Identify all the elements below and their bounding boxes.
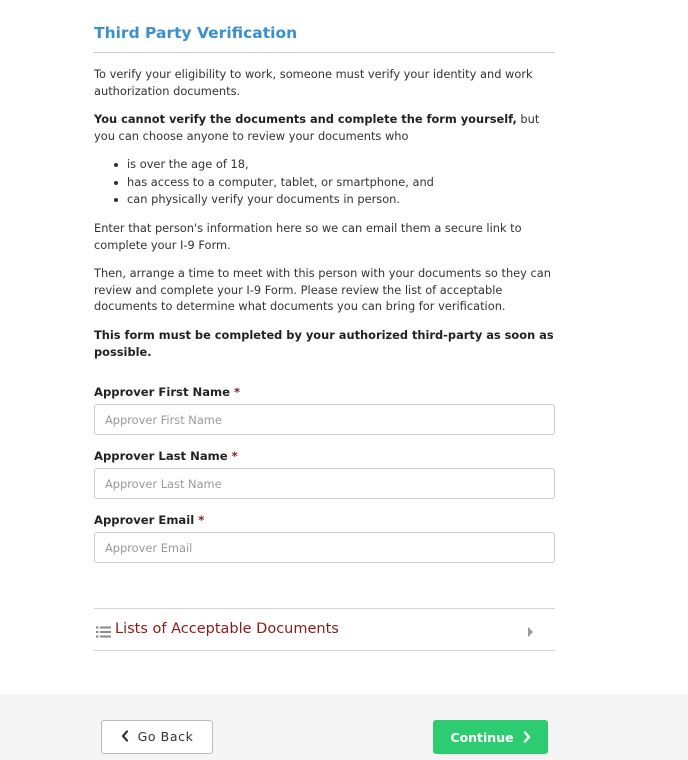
required-marker: * bbox=[198, 513, 205, 527]
accordion-bottom-divider bbox=[94, 650, 555, 651]
continue-button[interactable] bbox=[433, 720, 548, 754]
accordion-label: Lists of Acceptable Documents bbox=[115, 621, 339, 637]
intro-paragraph: To verify your eligibility to work, someone must verify your identity and work authorization documents. bbox=[94, 67, 533, 98]
deadline-bold-text: This form must be completed by your authorized third-party as soon as possible. bbox=[94, 328, 554, 359]
approver-email-input[interactable] bbox=[94, 532, 555, 563]
list-item: can physically verify your documents in person. bbox=[94, 191, 555, 209]
last-name-label: Approver Last Name * bbox=[94, 449, 238, 463]
chevron-right-icon bbox=[523, 731, 531, 743]
approver-first-name-input[interactable] bbox=[94, 404, 555, 435]
list-item: has access to a computer, tablet, or smartphone, and bbox=[94, 174, 555, 192]
page-title: Third Party Verification bbox=[94, 24, 298, 42]
deadline-paragraph bbox=[94, 327, 555, 360]
title-divider bbox=[94, 52, 555, 53]
warning-rest-text: but you can choose anyone to review your documents who bbox=[94, 112, 540, 143]
requirements-list bbox=[94, 156, 555, 209]
instructions-paragraph: Enter that person's information here so we can email them a secure link to complete your I-9 Form. bbox=[94, 221, 522, 252]
arrangement-paragraph: Then, arrange a time to meet with this person with your documents so they can review and complete your I-9 Form. Please review the list of acceptable documents to determine what documents you can bring for verification. bbox=[94, 266, 552, 313]
required-marker: * bbox=[234, 385, 241, 399]
footer-bar bbox=[0, 694, 688, 760]
list-item: is over the age of 18, bbox=[94, 156, 555, 174]
email-label: Approver Email * bbox=[94, 513, 205, 527]
continue-label: Continue bbox=[450, 729, 514, 745]
first-name-label: Approver First Name * bbox=[94, 385, 241, 399]
caret-right-icon bbox=[528, 627, 533, 637]
go-back-button[interactable] bbox=[101, 720, 213, 754]
acceptable-documents-accordion[interactable] bbox=[94, 609, 555, 650]
approver-last-name-input[interactable] bbox=[94, 468, 555, 499]
required-marker: * bbox=[231, 449, 238, 463]
list-icon bbox=[96, 626, 111, 638]
chevron-left-icon bbox=[121, 730, 129, 742]
warning-bold-text: You cannot verify the documents and complete the form yourself, bbox=[94, 112, 517, 126]
warning-paragraph bbox=[94, 111, 555, 144]
go-back-label: Go Back bbox=[137, 728, 194, 744]
